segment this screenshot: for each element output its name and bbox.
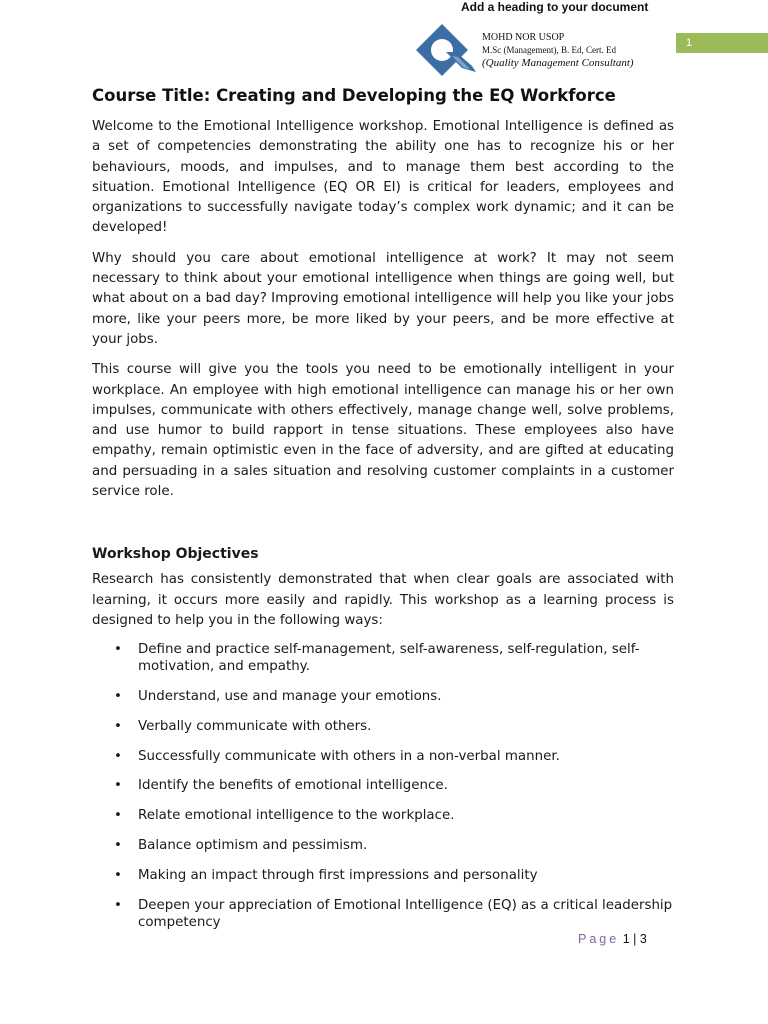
- course-tools-paragraph: This course will give you the tools you need to be emotionally intelligent in your workplace. An employee with high emotional intelligence can manage his or her own impulses, communicate with others effectively, manage change well, solve problems, and use humor to build rapport in tense situations. These employees also have empathy, remain optimistic even in the face of adversity, and are gifted at educating and persuading in a sales situation and resolving customer complaints in a customer service role.: [92, 362, 674, 500]
- page-separator: |: [633, 932, 637, 946]
- bullet-icon: •: [114, 748, 122, 764]
- bullet-icon: •: [114, 778, 122, 794]
- consultant-role: (Quality Management Consultant): [482, 57, 634, 69]
- bullet-icon: •: [114, 838, 122, 854]
- bullet-icon: •: [114, 689, 122, 705]
- objectives-heading: Workshop Objectives: [92, 546, 259, 563]
- page-number-tab: 1: [676, 33, 768, 53]
- list-item: [92, 897, 674, 931]
- objective-text: Deepen your appreciation of Emotional Intelligence (EQ) as a critical leadership competency: [138, 897, 673, 930]
- objective-text: Balance optimism and pessimism.: [138, 838, 368, 854]
- document-heading-placeholder[interactable]: Add a heading to your document: [461, 0, 649, 14]
- q-logo-icon: [412, 22, 478, 78]
- objective-text: Successfully communicate with others in a non-verbal manner.: [138, 748, 560, 764]
- course-title: Course Title: Creating and Developing the EQ Workforce: [92, 86, 616, 105]
- page-footer: [578, 932, 647, 946]
- list-item: [92, 777, 674, 794]
- page-total: 3: [639, 932, 647, 946]
- consultant-credentials: M.Sc (Management), B. Ed, Cert. Ed: [482, 45, 616, 55]
- list-item: [92, 688, 674, 705]
- list-item: [92, 807, 674, 824]
- bullet-icon: •: [114, 642, 122, 658]
- objective-text: Understand, use and manage your emotions.: [138, 689, 442, 705]
- page-word: Page: [578, 932, 620, 946]
- objectives-intro: Research has consistently demonstrated that when clear goals are associated with learning, it occurs more easily and rapidly. This workshop as a learning process is designed to help you in the following ways:: [92, 572, 674, 628]
- page-current: 1: [622, 932, 630, 946]
- objective-text: Verbally communicate with others.: [138, 718, 372, 734]
- consultant-name: MOHD NOR USOP: [482, 32, 565, 43]
- list-item: [92, 718, 674, 735]
- objective-text: Identify the benefits of emotional intelligence.: [138, 778, 448, 794]
- objective-text: Relate emotional intelligence to the workplace.: [138, 808, 455, 824]
- list-item: [92, 748, 674, 765]
- objective-text: Making an impact through first impressions and personality: [138, 867, 538, 883]
- list-item: [92, 867, 674, 884]
- bullet-icon: •: [114, 897, 122, 913]
- why-care-paragraph: Why should you care about emotional intelligence at work? It may not seem necessary to think about your emotional intelligence when things are going well, but what about on a bad day? Improving emotional intelligence will help you like your jobs more, like your peers more, be more liked by your peers, and be more effective at your jobs.: [92, 250, 674, 347]
- bullet-icon: •: [114, 718, 122, 734]
- bullet-icon: •: [114, 808, 122, 824]
- document-body: [92, 86, 674, 943]
- intro-paragraph: Welcome to the Emotional Intelligence workshop. Emotional Intelligence is defined as a set of competencies demonstrating the ability one has to recognize his or her behaviours, moods, and impulses, and to manage them best according to the situation. Emotional Intelligence (EQ OR EI) is critical for leaders, employees and organizations to successfully navigate today’s complex work dynamic; and it can be developed!: [92, 119, 674, 236]
- list-item: [92, 837, 674, 854]
- consultant-block: [482, 32, 634, 70]
- objectives-list: [92, 641, 674, 930]
- bullet-icon: •: [114, 867, 122, 883]
- list-item: [92, 641, 674, 675]
- objective-text: Define and practice self-management, self-awareness, self-regulation, self-motivation, and empathy.: [138, 642, 640, 675]
